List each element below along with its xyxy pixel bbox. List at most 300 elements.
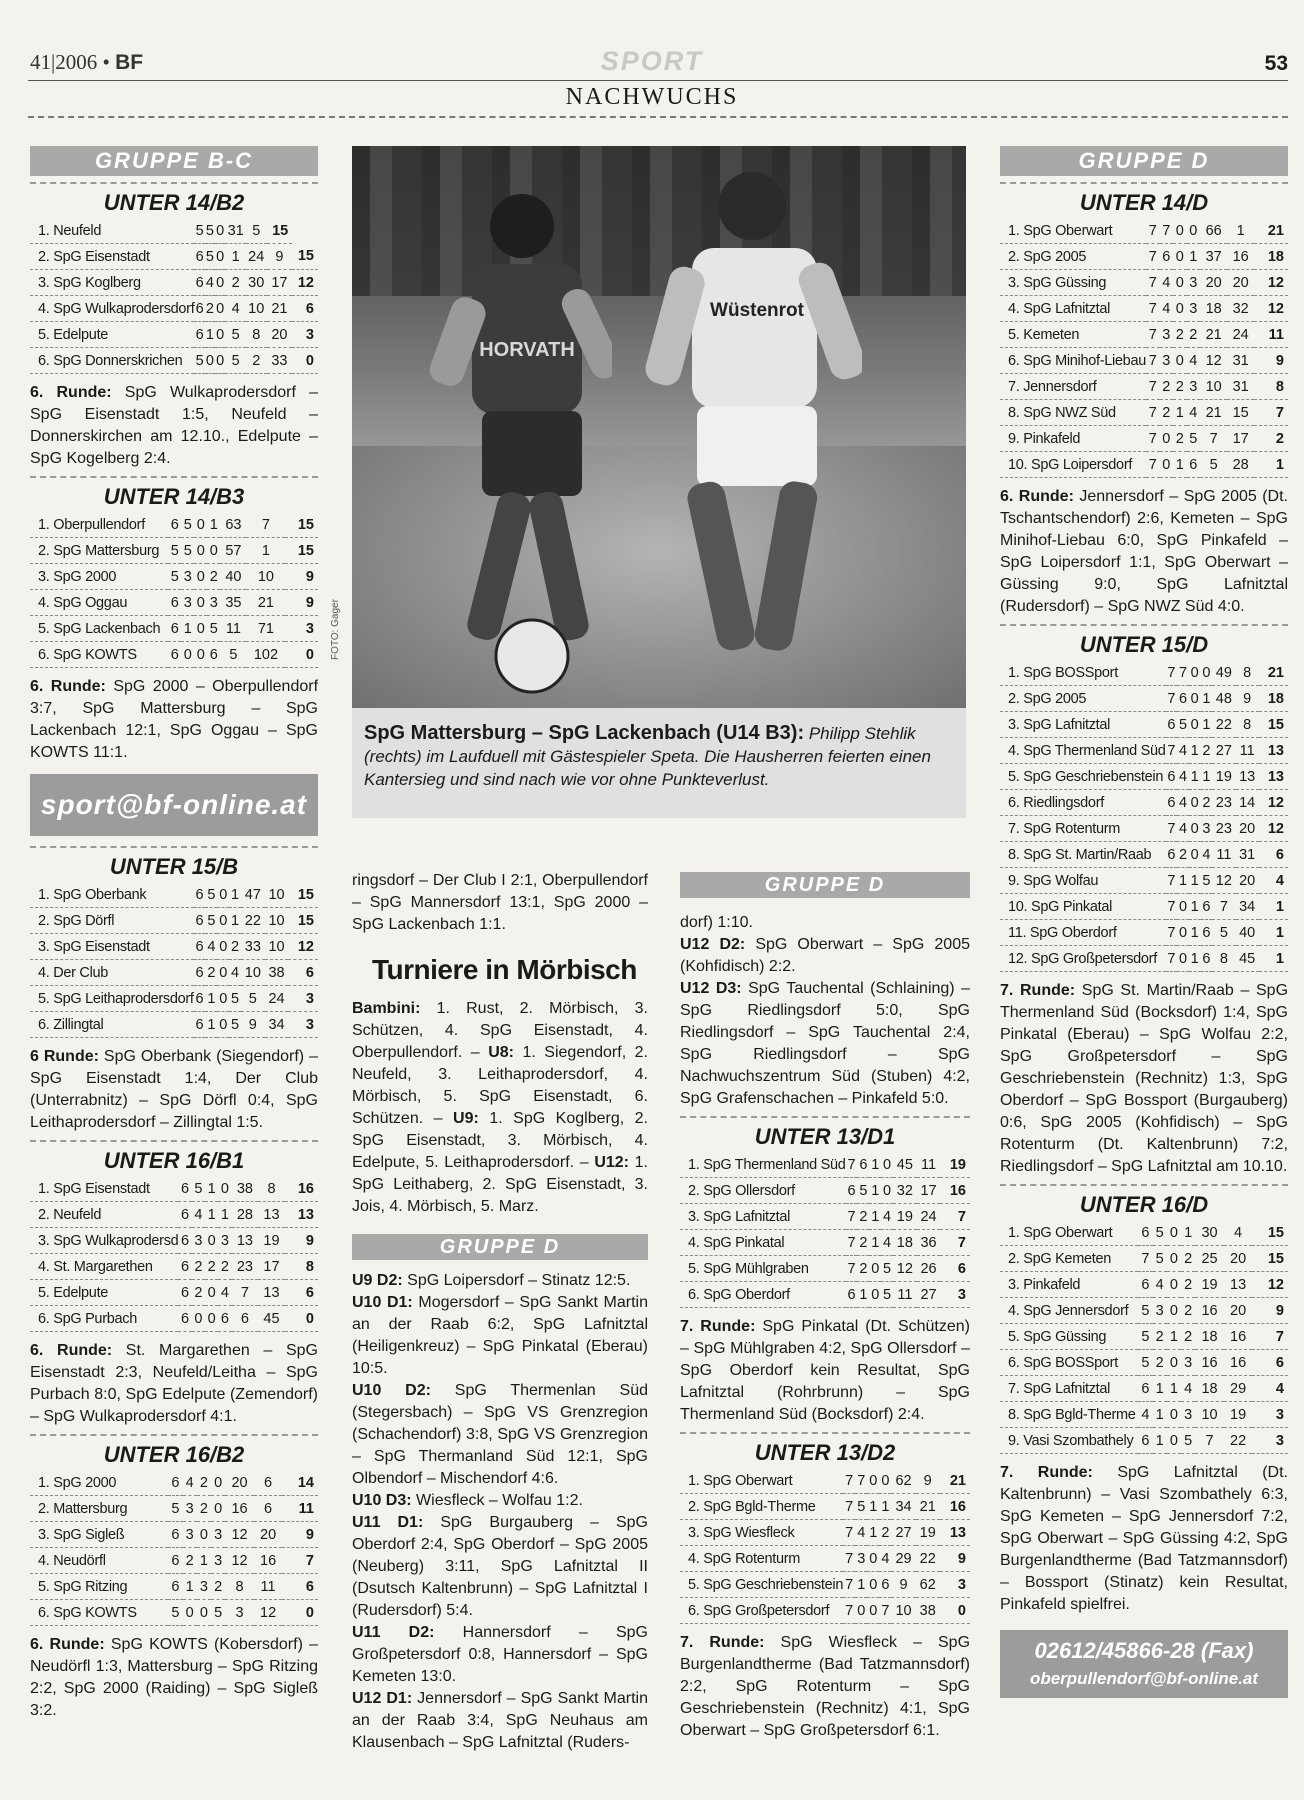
- points: 6: [282, 1574, 318, 1600]
- stat-cell: 13: [258, 1202, 285, 1228]
- points: 12: [288, 934, 318, 960]
- stat-cell: 3: [1181, 1402, 1195, 1428]
- stat-cell: 4: [205, 934, 217, 960]
- stat-cell: 0: [192, 1306, 205, 1332]
- table-row: [30, 1202, 318, 1228]
- table-row: [30, 1574, 318, 1600]
- stat-cell: 8: [258, 1176, 285, 1202]
- stat-cell: 0: [194, 590, 207, 616]
- stat-cell: 18: [1195, 1376, 1224, 1402]
- stat-cell: 6: [1187, 452, 1201, 478]
- points: 12: [1254, 296, 1288, 322]
- stat-cell: 47: [241, 882, 265, 908]
- stat-cell: 20: [1224, 1298, 1253, 1324]
- stat-cell: 7: [843, 1468, 855, 1494]
- round-results: [1000, 1462, 1288, 1616]
- team-name: 1. SpG Oberwart: [1000, 1220, 1138, 1246]
- stat-cell: 7: [843, 1494, 855, 1520]
- team-name: 4. Der Club: [30, 960, 194, 986]
- team-name: 5. SpG Geschriebenstein: [1000, 764, 1166, 790]
- contact-email[interactable]: sport@bf-online.at: [30, 774, 318, 836]
- stat-cell: 9: [1236, 686, 1259, 712]
- points: 21: [1259, 660, 1288, 686]
- stat-cell: 0: [217, 882, 229, 908]
- stat-cell: 45: [258, 1306, 285, 1332]
- stat-cell: 1: [1189, 894, 1201, 920]
- team-name: 4. SpG Oggau: [30, 590, 168, 616]
- round-results: [30, 1634, 318, 1722]
- stat-cell: 0: [197, 1600, 211, 1626]
- table-row: [1000, 686, 1288, 712]
- stat-cell: 0: [215, 322, 225, 348]
- stat-cell: 20: [267, 322, 293, 348]
- stat-cell: 10: [246, 564, 285, 590]
- table-title: UNTER 13/D1: [680, 1116, 970, 1152]
- stat-cell: 4: [218, 1280, 231, 1306]
- stat-cell: 20: [254, 1522, 283, 1548]
- stat-cell: 5: [181, 512, 194, 538]
- stat-cell: 5: [192, 1176, 205, 1202]
- standings-table: [1000, 218, 1288, 478]
- stat-cell: 4: [1160, 270, 1174, 296]
- section-sport: SPORT: [600, 46, 704, 76]
- stat-cell: 0: [1167, 1428, 1181, 1454]
- result-text: Wiesfleck – Wolfau 1:2.: [416, 1492, 583, 1509]
- stat-cell: 0: [1167, 1220, 1181, 1246]
- stat-cell: 45: [893, 1152, 917, 1178]
- stat-cell: 1: [1167, 1376, 1181, 1402]
- stat-cell: 6: [194, 986, 206, 1012]
- stat-cell: 34: [891, 1494, 915, 1520]
- team-name: 3. SpG Sigleß: [30, 1522, 168, 1548]
- stat-cell: 19: [1212, 764, 1235, 790]
- standings-table: [680, 1468, 970, 1624]
- stat-cell: 5: [181, 538, 194, 564]
- stat-cell: 5: [1200, 452, 1227, 478]
- table-row: [680, 1230, 970, 1256]
- table-row: [680, 1178, 970, 1204]
- stat-cell: 0: [211, 1496, 225, 1522]
- team-name: 12. SpG Großpetersdorf: [1000, 946, 1166, 972]
- team-name: 7. Jennersdorf: [1000, 374, 1146, 400]
- team-name: 1. SpG Oberbank: [30, 882, 194, 908]
- stat-cell: 2: [205, 960, 217, 986]
- standings-table: [30, 882, 318, 1038]
- stat-cell: 21: [267, 296, 293, 322]
- stat-cell: 1: [205, 1202, 218, 1228]
- stat-cell: 5: [1138, 1350, 1152, 1376]
- table-row: [30, 244, 318, 270]
- stat-cell: 0: [194, 642, 207, 668]
- stat-cell: 16: [1195, 1298, 1224, 1324]
- table-row: [1000, 244, 1288, 270]
- stat-cell: 6: [168, 1574, 182, 1600]
- stat-cell: 5: [205, 218, 215, 244]
- stat-cell: 4: [205, 270, 215, 296]
- stat-cell: 6: [168, 642, 181, 668]
- stat-cell: 0: [1177, 920, 1189, 946]
- standings-block: [30, 476, 318, 764]
- points: 13: [285, 1202, 318, 1228]
- article-continuation: dorf) 1:10.: [680, 914, 753, 931]
- stat-cell: 5: [168, 564, 181, 590]
- result-label: U11 D2:: [352, 1624, 435, 1641]
- round-results: [30, 1340, 318, 1428]
- points: 6: [288, 960, 318, 986]
- stat-cell: 7: [1166, 868, 1178, 894]
- stat-cell: 12: [225, 1548, 254, 1574]
- stat-cell: 3: [211, 1548, 225, 1574]
- table-row: [30, 642, 318, 668]
- stat-cell: 2: [1181, 1298, 1195, 1324]
- stat-cell: 6: [857, 1152, 869, 1178]
- stat-cell: 21: [916, 1494, 940, 1520]
- points: 9: [285, 590, 318, 616]
- issue-number: 41|2006: [30, 50, 98, 74]
- table-row: [1000, 1376, 1288, 1402]
- points: 6: [1252, 1350, 1288, 1376]
- stat-cell: 5: [205, 244, 215, 270]
- stat-cell: 57: [220, 538, 246, 564]
- round-label: 7. Runde:: [680, 1634, 765, 1651]
- points: 15: [288, 908, 318, 934]
- stat-cell: 11: [917, 1152, 941, 1178]
- stat-cell: 7: [846, 1204, 858, 1230]
- stat-cell: 1: [869, 1178, 881, 1204]
- team-name: 2. SpG Mattersburg: [30, 538, 168, 564]
- team-name: 1. SpG Oberwart: [680, 1468, 843, 1494]
- result-text: SpG Loipersdorf – Stinatz 12:5.: [407, 1272, 631, 1289]
- article-continuation: ringsdorf – Der Club I 2:1, Oberpullendorf – SpG Mannersdorf 13:1, SpG 2000 – SpG Lackenbach 1:1.: [352, 872, 648, 933]
- stat-cell: 0: [194, 616, 207, 642]
- team-name: 4. SpG Rotenturm: [680, 1546, 843, 1572]
- stat-cell: 2: [225, 270, 246, 296]
- stat-cell: 1: [205, 986, 217, 1012]
- table-row: [1000, 1324, 1288, 1350]
- table-row: [1000, 738, 1288, 764]
- points: 3: [1252, 1402, 1288, 1428]
- points: 7: [282, 1548, 318, 1574]
- group-header: GRUPPE D: [1000, 146, 1288, 176]
- points: 3: [288, 986, 318, 1012]
- stat-cell: 0: [1189, 816, 1201, 842]
- stat-cell: 7: [843, 1572, 855, 1598]
- stat-cell: 6: [194, 960, 206, 986]
- result-text: 1. SpG Koglberg, 2. SpG Eisenstadt, 3. Mörbisch, 4. Edelpute, 5. Leithaprodersdorf. –: [352, 1110, 648, 1171]
- stat-cell: 4: [183, 1470, 197, 1496]
- table-title: UNTER 14/B2: [30, 182, 318, 218]
- points: 15: [1252, 1220, 1288, 1246]
- points: 9: [1254, 348, 1288, 374]
- stat-cell: 30: [246, 270, 267, 296]
- points: 0: [285, 1306, 318, 1332]
- stat-cell: 0: [1160, 426, 1174, 452]
- stat-cell: 7: [1166, 816, 1178, 842]
- stat-cell: 1: [867, 1520, 879, 1546]
- stat-cell: 27: [891, 1520, 915, 1546]
- standings-block: [1000, 624, 1288, 1178]
- stat-cell: 7: [1146, 218, 1160, 244]
- stat-cell: 8: [1212, 946, 1235, 972]
- stat-cell: 7: [1166, 686, 1178, 712]
- stat-cell: 31: [1227, 374, 1254, 400]
- stat-cell: 7: [1146, 374, 1160, 400]
- table-row: [30, 564, 318, 590]
- stat-cell: 19: [1195, 1272, 1224, 1298]
- result-label: U9:: [453, 1110, 479, 1127]
- stat-cell: 9: [267, 244, 293, 270]
- team-name: 6. SpG Purbach: [30, 1306, 178, 1332]
- stat-cell: 0: [205, 1280, 218, 1306]
- stat-cell: 13: [258, 1280, 285, 1306]
- stat-cell: 5: [1181, 1428, 1195, 1454]
- team-name: 5. Edelpute: [30, 1280, 178, 1306]
- stat-cell: 48: [1212, 686, 1235, 712]
- stat-cell: 6: [1166, 790, 1178, 816]
- contact-email[interactable]: oberpullendorf@bf-online.at: [1029, 1669, 1259, 1688]
- stat-cell: 34: [1236, 894, 1259, 920]
- stat-cell: 28: [1227, 452, 1254, 478]
- stat-cell: 0: [1201, 660, 1213, 686]
- stat-cell: 0: [1189, 686, 1201, 712]
- stat-cell: 7: [843, 1598, 855, 1624]
- stat-cell: 24: [917, 1204, 941, 1230]
- table-row: [30, 512, 318, 538]
- stat-cell: 0: [1173, 244, 1187, 270]
- stat-cell: 2: [1181, 1272, 1195, 1298]
- standings-table: [30, 1470, 318, 1626]
- points: 13: [1259, 738, 1288, 764]
- stat-cell: 2: [1177, 842, 1189, 868]
- header-rule: [28, 80, 1288, 81]
- team-name: 3. SpG Eisenstadt: [30, 934, 194, 960]
- stat-cell: 71: [246, 616, 285, 642]
- stat-cell: 27: [917, 1282, 941, 1308]
- stat-cell: 0: [217, 934, 229, 960]
- stat-cell: 6: [1177, 686, 1189, 712]
- stat-cell: 0: [217, 1012, 229, 1038]
- stat-cell: 3: [1160, 348, 1174, 374]
- table-row: [1000, 842, 1288, 868]
- stat-cell: 2: [1160, 374, 1174, 400]
- points: 19: [940, 1152, 970, 1178]
- stat-cell: 0: [215, 296, 225, 322]
- stat-cell: 5: [205, 882, 217, 908]
- stat-cell: 5: [168, 1600, 182, 1626]
- round-results: [680, 1316, 970, 1426]
- result-label: Bambini:: [352, 1000, 421, 1017]
- points: 9: [285, 1228, 318, 1254]
- stat-cell: 1: [1173, 452, 1187, 478]
- table-row: [1000, 1402, 1288, 1428]
- stat-cell: 0: [869, 1256, 881, 1282]
- points: 7: [940, 1204, 970, 1230]
- stat-cell: 33: [241, 934, 265, 960]
- stat-cell: 21: [246, 590, 285, 616]
- stat-cell: 24: [246, 244, 267, 270]
- stat-cell: 10: [891, 1598, 915, 1624]
- stat-cell: 2: [1173, 426, 1187, 452]
- team-name: 4. SpG Pinkatal: [680, 1230, 846, 1256]
- result-text: Mogersdorf – SpG Sankt Martin an der Raab 6:2, SpG Lafnitztal (Heiligenkreuz) – SpG Pinkatal (Eberau) 10:5.: [352, 1294, 648, 1377]
- table-row: [30, 322, 318, 348]
- stat-cell: 2: [1173, 374, 1187, 400]
- stat-cell: 0: [194, 564, 207, 590]
- tournament-results: [352, 998, 648, 1218]
- points: 7: [1252, 1324, 1288, 1350]
- stat-cell: 10: [1200, 374, 1227, 400]
- standings-block: [30, 182, 318, 470]
- stat-cell: 6: [1138, 1428, 1152, 1454]
- stat-cell: 6: [194, 270, 204, 296]
- stat-cell: 4: [1153, 1272, 1167, 1298]
- result-text: 1. Siegendorf, 2. Neufeld, 3. Leithaprodersdorf, 4. Mörbisch, 5. SpG Eisenstadt, 6. Schützen. –: [352, 1044, 648, 1127]
- team-name: 3. SpG Lafnitztal: [680, 1204, 846, 1230]
- stat-cell: 1: [1173, 400, 1187, 426]
- jersey-sponsor-text: Wüstenrot: [710, 300, 804, 321]
- stat-cell: 29: [891, 1546, 915, 1572]
- stat-cell: 3: [1187, 374, 1201, 400]
- stat-cell: 5: [168, 1496, 182, 1522]
- standings-block: [30, 1140, 318, 1428]
- table-row: [1000, 400, 1288, 426]
- stat-cell: 10: [265, 934, 289, 960]
- stat-cell: 0: [207, 538, 220, 564]
- stat-cell: 6: [168, 512, 181, 538]
- points: 14: [282, 1470, 318, 1496]
- points: 0: [940, 1598, 970, 1624]
- stat-cell: 5: [1187, 426, 1201, 452]
- team-name: 1. SpG Eisenstadt: [30, 1176, 178, 1202]
- stat-cell: 2: [1153, 1324, 1167, 1350]
- stat-cell: 24: [1227, 322, 1254, 348]
- team-name: 2. Mattersburg: [30, 1496, 168, 1522]
- stat-cell: 6: [168, 1522, 182, 1548]
- stat-cell: 7: [1138, 1246, 1152, 1272]
- table-row: [30, 908, 318, 934]
- stat-cell: 4: [879, 1546, 891, 1572]
- stat-cell: 6: [194, 908, 206, 934]
- stat-cell: 35: [220, 590, 246, 616]
- table-row: [30, 1176, 318, 1202]
- stat-cell: 2: [229, 934, 241, 960]
- stat-cell: 1: [218, 1202, 231, 1228]
- stat-cell: 6: [218, 1306, 231, 1332]
- stat-cell: 0: [1189, 842, 1201, 868]
- table-row: [30, 348, 318, 374]
- stat-cell: 0: [855, 1598, 867, 1624]
- points: 12: [1259, 790, 1288, 816]
- points: 15: [267, 218, 293, 244]
- stat-cell: 6: [168, 590, 181, 616]
- stat-cell: 6: [178, 1306, 191, 1332]
- points: 1: [1254, 452, 1288, 478]
- stat-cell: 8: [246, 322, 267, 348]
- stat-cell: 3: [1187, 296, 1201, 322]
- table-row: [30, 1254, 318, 1280]
- stat-cell: 1: [1177, 868, 1189, 894]
- result-text: Hannersdorf – SpG Großpetersdorf 0:8, Hannersdorf – SpG Kemeten 13:0.: [352, 1624, 648, 1685]
- stat-cell: 4: [192, 1202, 205, 1228]
- points: 15: [285, 512, 318, 538]
- stat-cell: 2: [207, 564, 220, 590]
- stat-cell: 6: [1138, 1220, 1152, 1246]
- points: 3: [285, 616, 318, 642]
- result-text: SpG Tauchental (Schlaining) – SpG Riedlingsdorf 5:0, SpG Riedlingsdorf – SpG Tauchental 2:4, SpG Riedlingsdorf – SpG Nachwuchszentrum Süd (Stuben) 4:2, SpG Grafenschachen – Pinkafeld 5:0.: [680, 980, 971, 1107]
- stat-cell: 3: [211, 1522, 225, 1548]
- stat-cell: 2: [218, 1254, 231, 1280]
- stat-cell: 1: [1189, 946, 1201, 972]
- stat-cell: 4: [1160, 296, 1174, 322]
- standings-block: [1000, 1184, 1288, 1616]
- round-label: 7. Runde:: [1000, 982, 1076, 999]
- stat-cell: 1: [1181, 1220, 1195, 1246]
- round-label: 7. Runde:: [1000, 1464, 1093, 1481]
- stat-cell: 40: [220, 564, 246, 590]
- points: 0: [285, 642, 318, 668]
- stat-cell: 6: [207, 642, 220, 668]
- team-name: 4. SpG Lafnitztal: [1000, 296, 1146, 322]
- player-white-jersey: [642, 166, 862, 696]
- standings-table: [30, 512, 318, 668]
- stat-cell: 9: [241, 1012, 265, 1038]
- brand-name: BF: [115, 51, 144, 74]
- stat-cell: 23: [1212, 790, 1235, 816]
- stat-cell: 5: [855, 1494, 867, 1520]
- table-row: [1000, 1298, 1288, 1324]
- photo-credit: FOTO: Gager: [330, 599, 341, 660]
- stat-cell: 5: [207, 616, 220, 642]
- stat-cell: 4: [1187, 400, 1201, 426]
- team-name: 8. SpG NWZ Süd: [1000, 400, 1146, 426]
- table-row: [680, 1572, 970, 1598]
- stat-cell: 38: [265, 960, 289, 986]
- table-row: [30, 1496, 318, 1522]
- stat-cell: 1: [857, 1282, 869, 1308]
- stat-cell: 6: [178, 1228, 191, 1254]
- stat-cell: 6: [1166, 712, 1178, 738]
- points: 11: [1254, 322, 1288, 348]
- stat-cell: 49: [1212, 660, 1235, 686]
- column-gruppe-bc: [30, 146, 318, 1728]
- stat-cell: 2: [857, 1256, 869, 1282]
- points: 11: [282, 1496, 318, 1522]
- table-title: UNTER 13/D2: [680, 1432, 970, 1468]
- stat-cell: 11: [254, 1574, 283, 1600]
- stat-cell: 7: [843, 1546, 855, 1572]
- stat-cell: 40: [1236, 920, 1259, 946]
- standings-table: [680, 1152, 970, 1308]
- stat-cell: 0: [215, 244, 225, 270]
- standings-block: [30, 1434, 318, 1722]
- stat-cell: 5: [168, 538, 181, 564]
- standings-block: [680, 1432, 970, 1742]
- table-row: [1000, 270, 1288, 296]
- result-text: SpG Burgauberg – SpG Oberdorf 2:4, SpG Oberdorf – SpG 2005 (Neuberg) 3:11, SpG Lafnitztal II (Dsutsch Kaltenbrunn) – SpG Lafnitztal I (Rudersdorf) 5:4.: [352, 1514, 648, 1619]
- standings-table: [1000, 660, 1288, 972]
- team-name: 5. SpG Leithaprodersdorf: [30, 986, 194, 1012]
- stat-cell: 4: [1224, 1220, 1253, 1246]
- team-name: 2. SpG 2005: [1000, 244, 1146, 270]
- team-name: 11. SpG Oberdorf: [1000, 920, 1166, 946]
- stat-cell: 38: [232, 1176, 259, 1202]
- table-row: [680, 1546, 970, 1572]
- table-row: [1000, 452, 1288, 478]
- stat-cell: 1: [207, 512, 220, 538]
- table-row: [1000, 816, 1288, 842]
- stat-cell: 13: [1224, 1272, 1253, 1298]
- points: 18: [1254, 244, 1288, 270]
